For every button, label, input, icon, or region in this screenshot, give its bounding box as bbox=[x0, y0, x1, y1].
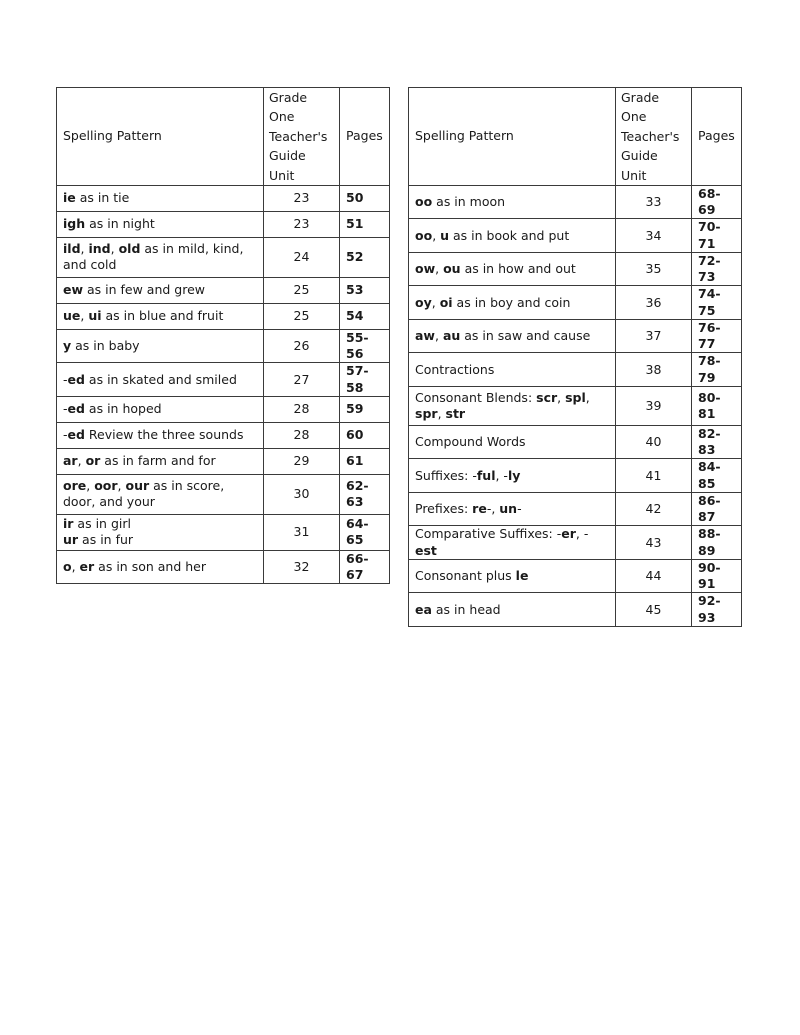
pages-cell: 74-75 bbox=[692, 286, 742, 320]
pattern-letters: or bbox=[85, 453, 101, 469]
pattern-letters: u bbox=[440, 227, 450, 243]
guide-unit-cell: 35 bbox=[616, 252, 692, 286]
pattern-letters: ed bbox=[67, 401, 85, 417]
header-row bbox=[409, 88, 742, 186]
pattern-text: Consonant plus bbox=[415, 568, 516, 583]
guide-unit-cell: 37 bbox=[616, 319, 692, 353]
pattern-text: , - bbox=[495, 467, 508, 483]
pattern-text: Review the three sounds bbox=[84, 427, 244, 443]
guide-unit-cell: 27 bbox=[264, 363, 340, 397]
table-row bbox=[57, 185, 390, 211]
guide-unit-cell: 28 bbox=[264, 396, 340, 422]
guide-unit-cell: 33 bbox=[616, 185, 692, 219]
pattern-letters: ie bbox=[63, 190, 76, 206]
guide-unit-cell: 38 bbox=[616, 353, 692, 387]
header-spelling-pattern: Spelling Pattern bbox=[409, 88, 616, 186]
header-guide-unit bbox=[264, 88, 340, 186]
spelling-pattern-cell bbox=[57, 185, 264, 211]
table-row bbox=[409, 593, 742, 627]
spelling-pattern-cell bbox=[57, 422, 264, 448]
pages-cell: 57-58 bbox=[340, 363, 390, 397]
spelling-pattern-cell bbox=[57, 396, 264, 422]
pattern-letters: re bbox=[472, 501, 487, 516]
pages-cell: 51 bbox=[340, 211, 390, 237]
pattern-text: , bbox=[77, 453, 86, 469]
pattern-text: - bbox=[517, 501, 522, 516]
pattern-letters: est bbox=[415, 542, 437, 558]
guide-unit-cell: 28 bbox=[264, 422, 340, 448]
pattern-letters: oo bbox=[415, 194, 433, 209]
pattern-letters: oy bbox=[415, 294, 432, 310]
spelling-table-right bbox=[408, 87, 742, 627]
pattern-text: , bbox=[117, 478, 126, 494]
guide-unit-cell: 43 bbox=[616, 526, 692, 560]
table-row bbox=[57, 277, 390, 303]
guide-unit-cell: 41 bbox=[616, 459, 692, 493]
pattern-letters: er bbox=[561, 526, 576, 542]
spelling-pattern-cell bbox=[57, 474, 264, 514]
pages-cell: 53 bbox=[340, 277, 390, 303]
pattern-text: , bbox=[437, 405, 446, 421]
spelling-pattern-cell bbox=[409, 425, 616, 459]
spelling-pattern-cell bbox=[57, 237, 264, 277]
table-row bbox=[409, 559, 742, 593]
spelling-pattern-cell bbox=[57, 211, 264, 237]
spelling-pattern-cell bbox=[57, 514, 264, 550]
table-row bbox=[57, 303, 390, 329]
pattern-letters: our bbox=[125, 478, 150, 494]
header-unit-line1: Grade One bbox=[269, 90, 308, 125]
pages-cell: 52 bbox=[340, 237, 390, 277]
pattern-letters: str bbox=[445, 405, 466, 421]
table-row bbox=[409, 492, 742, 526]
table-body bbox=[409, 185, 742, 626]
guide-unit-cell: 23 bbox=[264, 185, 340, 211]
pattern-text: as in how and out bbox=[460, 261, 576, 276]
guide-unit-cell: 42 bbox=[616, 492, 692, 526]
pattern-text: as in moon bbox=[432, 194, 506, 209]
pattern-text: , bbox=[434, 328, 443, 343]
pages-cell: 64-65 bbox=[340, 514, 390, 550]
pattern-text: , bbox=[435, 261, 444, 276]
pages-cell: 80-81 bbox=[692, 386, 742, 425]
pattern-text: Comparative Suffixes: - bbox=[415, 526, 562, 542]
pattern-letters: ind bbox=[88, 241, 111, 257]
table-row bbox=[409, 286, 742, 320]
guide-unit-cell: 25 bbox=[264, 277, 340, 303]
pattern-text: Consonant Blends: bbox=[415, 389, 537, 405]
guide-unit-cell: 31 bbox=[264, 514, 340, 550]
guide-unit-cell: 34 bbox=[616, 219, 692, 253]
pages-cell: 76-77 bbox=[692, 319, 742, 353]
pattern-letters: er bbox=[79, 559, 95, 574]
guide-unit-cell: 45 bbox=[616, 593, 692, 627]
spelling-pattern-cell bbox=[57, 303, 264, 329]
table-row bbox=[409, 219, 742, 253]
pattern-text: Prefixes: bbox=[415, 501, 473, 516]
spelling-pattern-cell bbox=[409, 219, 616, 253]
guide-unit-cell: 44 bbox=[616, 559, 692, 593]
pattern-letters: un bbox=[499, 501, 518, 516]
table-row bbox=[57, 514, 390, 550]
pages-cell: 86-87 bbox=[692, 492, 742, 526]
header-guide-unit bbox=[616, 88, 692, 186]
spelling-pattern-cell bbox=[57, 448, 264, 474]
pages-cell: 61 bbox=[340, 448, 390, 474]
pattern-letters: old bbox=[118, 241, 141, 257]
pattern-text: as in skated and smiled bbox=[84, 371, 237, 387]
guide-unit-cell: 30 bbox=[264, 474, 340, 514]
pattern-letters: spl bbox=[565, 389, 586, 405]
pattern-text: , bbox=[432, 227, 441, 243]
spelling-table-left bbox=[56, 87, 390, 584]
pages-cell: 70-71 bbox=[692, 219, 742, 253]
spelling-pattern-cell bbox=[409, 286, 616, 320]
pages-cell: 90-91 bbox=[692, 559, 742, 593]
pattern-letters: ui bbox=[88, 308, 102, 324]
pages-cell: 62-63 bbox=[340, 474, 390, 514]
pattern-text: as in blue and fruit bbox=[101, 308, 224, 324]
pages-cell: 55-56 bbox=[340, 329, 390, 363]
pattern-text: , bbox=[86, 478, 95, 494]
pages-cell: 92-93 bbox=[692, 593, 742, 627]
header-unit-line3: Guide Unit bbox=[621, 148, 658, 183]
guide-unit-cell: 25 bbox=[264, 303, 340, 329]
pattern-text: as in boy and coin bbox=[452, 294, 571, 310]
pattern-text: as in son and her bbox=[94, 559, 206, 574]
pattern-letters: ild bbox=[63, 241, 81, 257]
pages-cell: 84-85 bbox=[692, 459, 742, 493]
table-row bbox=[409, 459, 742, 493]
pages-cell: 50 bbox=[340, 185, 390, 211]
pages-cell: 82-83 bbox=[692, 425, 742, 459]
header-unit-line3: Guide Unit bbox=[269, 148, 306, 183]
header-row bbox=[57, 88, 390, 186]
pattern-text: Contractions bbox=[415, 361, 495, 377]
table-row bbox=[57, 550, 390, 584]
table-row bbox=[57, 396, 390, 422]
guide-unit-cell: 36 bbox=[616, 286, 692, 320]
pattern-text: - bbox=[63, 401, 68, 417]
pattern-text: as in farm and for bbox=[100, 453, 216, 469]
pattern-letters: ur bbox=[63, 532, 79, 548]
spelling-pattern-cell bbox=[409, 353, 616, 387]
pattern-letters: y bbox=[63, 338, 72, 353]
table-row bbox=[409, 353, 742, 387]
pattern-text: Suffixes: - bbox=[415, 467, 477, 483]
spelling-pattern-cell bbox=[57, 329, 264, 363]
pattern-letters: au bbox=[442, 328, 461, 343]
pattern-text: as in baby bbox=[71, 338, 140, 353]
pages-cell: 59 bbox=[340, 396, 390, 422]
pattern-letters: ue bbox=[63, 308, 81, 324]
spelling-pattern-cell bbox=[409, 593, 616, 627]
spelling-pattern-cell bbox=[57, 277, 264, 303]
header-pages: Pages bbox=[692, 88, 742, 186]
pattern-text: -, bbox=[486, 501, 500, 516]
pattern-text: as in few and grew bbox=[83, 282, 206, 298]
pattern-text: as in head bbox=[431, 601, 501, 617]
pages-cell: 60 bbox=[340, 422, 390, 448]
pages-cell: 78-79 bbox=[692, 353, 742, 387]
pattern-text: , bbox=[431, 294, 440, 310]
table-row bbox=[57, 211, 390, 237]
table-row bbox=[409, 185, 742, 219]
pattern-text: as in fur bbox=[78, 532, 134, 548]
pattern-text: as in night bbox=[85, 216, 155, 232]
header-unit-line2: Teacher's bbox=[269, 128, 328, 144]
spelling-pattern-cell bbox=[409, 319, 616, 353]
table-row bbox=[409, 425, 742, 459]
table-body bbox=[57, 185, 390, 584]
pattern-letters: o bbox=[63, 559, 72, 574]
guide-unit-cell: 32 bbox=[264, 550, 340, 584]
header-unit-line1: Grade One bbox=[621, 90, 660, 125]
pattern-letters: ir bbox=[63, 516, 74, 532]
table-row bbox=[57, 448, 390, 474]
pages-cell: 88-89 bbox=[692, 526, 742, 560]
pattern-text: as in score, door, and your bbox=[63, 478, 225, 510]
pattern-letters: spr bbox=[415, 405, 438, 421]
spelling-pattern-cell bbox=[409, 386, 616, 425]
pattern-text: as in saw and cause bbox=[460, 328, 591, 343]
pages-cell: 54 bbox=[340, 303, 390, 329]
guide-unit-cell: 40 bbox=[616, 425, 692, 459]
pattern-text: , bbox=[71, 559, 80, 574]
spelling-pattern-cell bbox=[409, 559, 616, 593]
pattern-text: , bbox=[80, 241, 89, 257]
pattern-text: , bbox=[80, 308, 89, 324]
spelling-pattern-cell bbox=[409, 185, 616, 219]
pattern-text: as in hoped bbox=[84, 401, 162, 417]
header-spelling-pattern: Spelling Pattern bbox=[57, 88, 264, 186]
pattern-letters: ore bbox=[63, 478, 87, 494]
spelling-pattern-cell bbox=[57, 550, 264, 584]
pattern-letters: ed bbox=[67, 427, 85, 443]
spelling-pattern-cell bbox=[57, 363, 264, 397]
pattern-text: as in tie bbox=[75, 190, 130, 206]
pattern-letters: ew bbox=[63, 282, 84, 298]
table-row bbox=[409, 386, 742, 425]
pattern-letters: oor bbox=[94, 478, 118, 494]
pattern-letters: oo bbox=[415, 227, 433, 243]
guide-unit-cell: 26 bbox=[264, 329, 340, 363]
guide-unit-cell: 23 bbox=[264, 211, 340, 237]
pattern-text: , bbox=[585, 389, 590, 405]
pattern-text: , bbox=[110, 241, 119, 257]
table-row bbox=[409, 252, 742, 286]
pattern-text: as in book and put bbox=[449, 227, 570, 243]
pattern-letters: ar bbox=[63, 453, 78, 469]
pages-cell: 72-73 bbox=[692, 252, 742, 286]
table-row bbox=[409, 526, 742, 560]
table-row bbox=[57, 474, 390, 514]
pages-cell: 66-67 bbox=[340, 550, 390, 584]
pattern-letters: ly bbox=[507, 467, 521, 483]
pattern-letters: scr bbox=[536, 389, 558, 405]
header-pages: Pages bbox=[340, 88, 390, 186]
pattern-letters: ow bbox=[415, 261, 436, 276]
pattern-letters: ful bbox=[476, 467, 496, 483]
table-row bbox=[57, 422, 390, 448]
guide-unit-cell: 39 bbox=[616, 386, 692, 425]
pattern-text: - bbox=[63, 371, 68, 387]
table-row bbox=[57, 329, 390, 363]
spelling-pattern-cell bbox=[409, 492, 616, 526]
pattern-letters: oi bbox=[439, 294, 453, 310]
pattern-letters: aw bbox=[415, 328, 435, 343]
pattern-letters: le bbox=[515, 568, 529, 583]
table-row bbox=[409, 319, 742, 353]
pattern-text: as in mild, kind, and cold bbox=[63, 241, 244, 273]
pages-cell: 68-69 bbox=[692, 185, 742, 219]
guide-unit-cell: 29 bbox=[264, 448, 340, 474]
spelling-pattern-cell bbox=[409, 459, 616, 493]
table-row bbox=[57, 363, 390, 397]
header-unit-line2: Teacher's bbox=[621, 128, 680, 144]
pattern-text: , - bbox=[575, 526, 589, 542]
pattern-text: - bbox=[63, 427, 68, 443]
pattern-text: Compound Words bbox=[415, 434, 526, 449]
pattern-letters: igh bbox=[63, 216, 86, 232]
pattern-letters: ea bbox=[415, 601, 432, 617]
guide-unit-cell: 24 bbox=[264, 237, 340, 277]
table-row bbox=[57, 237, 390, 277]
spelling-pattern-cell bbox=[409, 252, 616, 286]
pattern-letters: ou bbox=[443, 261, 461, 276]
pattern-letters: ed bbox=[67, 371, 85, 387]
pattern-text: , bbox=[557, 389, 566, 405]
pattern-text: as in girl bbox=[73, 516, 131, 532]
spelling-pattern-cell bbox=[409, 526, 616, 560]
